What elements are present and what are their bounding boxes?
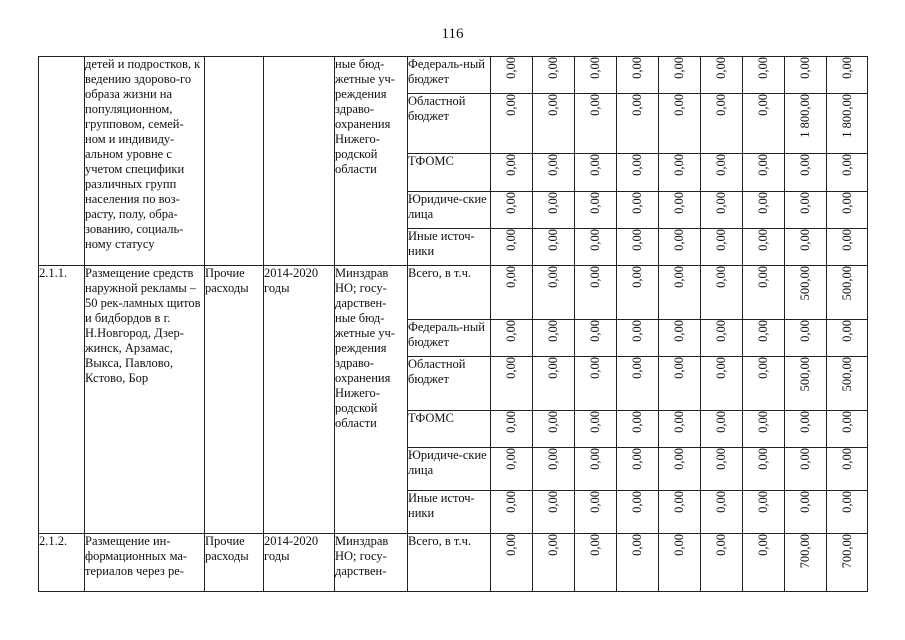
- amount-value: 0,00: [504, 192, 518, 214]
- amount-cell: [785, 534, 827, 592]
- measure-name-cell: Размещение ин-формационных ма-териалов через ре-: [85, 534, 205, 592]
- funding-source-cell: ТФОМС: [408, 154, 491, 192]
- amount-value: 0,00: [630, 266, 644, 288]
- amount-cell: [827, 411, 868, 448]
- amount-cell: [701, 534, 743, 592]
- amount-value: 0,00: [798, 229, 812, 251]
- amount-cell: [743, 192, 785, 229]
- amount-cell: [617, 229, 659, 266]
- amount-cell: [785, 57, 827, 94]
- amount-cell: [701, 491, 743, 534]
- amount-cell: [785, 229, 827, 266]
- amount-cell: [533, 154, 575, 192]
- amount-value: 0,00: [588, 448, 602, 470]
- amount-value: 0,00: [714, 357, 728, 379]
- funding-source-cell: Всего, в т.ч.: [408, 534, 491, 592]
- amount-value: 0,00: [588, 266, 602, 288]
- amount-value: 0,00: [504, 57, 518, 79]
- amount-value: 0,00: [839, 57, 854, 79]
- amount-cell: [617, 491, 659, 534]
- page-number: 116: [441, 26, 464, 42]
- amount-cell: [701, 411, 743, 448]
- funding-source-cell: Федераль-ный бюджет: [408, 57, 491, 94]
- amount-cell: [659, 94, 701, 154]
- amount-value: 0,00: [546, 266, 560, 288]
- amount-value: 0,00: [588, 411, 602, 433]
- funding-source-cell: Областной бюджет: [408, 94, 491, 154]
- amount-value: 500,00: [839, 266, 854, 301]
- funding-source-cell: Иные источ-ники: [408, 491, 491, 534]
- amount-value: 0,00: [672, 534, 686, 556]
- amount-value: 0,00: [504, 154, 518, 176]
- row-number-cell: 2.1.1.: [39, 266, 85, 534]
- amount-cell: [659, 192, 701, 229]
- amount-value: 0,00: [756, 320, 770, 342]
- amount-cell: [785, 192, 827, 229]
- amount-cell: [533, 448, 575, 491]
- amount-value: 0,00: [839, 448, 854, 470]
- amount-value: 0,00: [672, 320, 686, 342]
- amount-value: 0,00: [798, 491, 812, 513]
- amount-cell: [533, 57, 575, 94]
- amount-cell: [617, 411, 659, 448]
- amount-cell: [575, 266, 617, 320]
- amount-cell: [659, 320, 701, 357]
- amount-cell: [617, 448, 659, 491]
- amount-cell: [743, 411, 785, 448]
- amount-cell: [659, 491, 701, 534]
- amount-cell: [827, 266, 868, 320]
- amount-cell: [491, 357, 533, 411]
- amount-value: 0,00: [588, 534, 602, 556]
- amount-cell: [575, 357, 617, 411]
- amount-cell: [659, 357, 701, 411]
- funding-source-cell: Всего, в т.ч.: [408, 266, 491, 320]
- amount-cell: [785, 266, 827, 320]
- amount-cell: [659, 154, 701, 192]
- amount-cell: [575, 320, 617, 357]
- amount-value: 0,00: [588, 357, 602, 379]
- amount-value: 0,00: [714, 491, 728, 513]
- amount-cell: [533, 229, 575, 266]
- amount-value: 0,00: [630, 320, 644, 342]
- amount-cell: [743, 448, 785, 491]
- amount-value: 0,00: [672, 448, 686, 470]
- amount-value: 0,00: [714, 320, 728, 342]
- amount-value: 0,00: [588, 192, 602, 214]
- amount-cell: [701, 320, 743, 357]
- amount-cell: [785, 320, 827, 357]
- amount-value: 0,00: [630, 57, 644, 79]
- amount-cell: [827, 534, 868, 592]
- amount-value: 0,00: [798, 411, 812, 433]
- amount-cell: [533, 357, 575, 411]
- amount-cell: [533, 491, 575, 534]
- amount-value: 500,00: [798, 266, 812, 301]
- amount-cell: [617, 534, 659, 592]
- amount-value: 0,00: [672, 192, 686, 214]
- amount-cell: [533, 534, 575, 592]
- measure-name-cell: детей и подростков, к ведению здорово-го образа жизни на популяционном, групповом, семей-ном и индивиду-альном уровне с учетом специфики различных групп населения по воз-расту, полу, обра-зованию, социаль-ному статусу: [85, 57, 205, 266]
- amount-cell: [491, 229, 533, 266]
- amount-cell: [827, 94, 868, 154]
- amount-cell: [533, 192, 575, 229]
- amount-cell: [617, 192, 659, 229]
- amount-value: 0,00: [546, 411, 560, 433]
- amount-value: 0,00: [756, 57, 770, 79]
- amount-cell: [617, 320, 659, 357]
- amount-value: 0,00: [839, 411, 854, 433]
- amount-value: 0,00: [756, 411, 770, 433]
- amount-cell: [701, 154, 743, 192]
- amount-value: 0,00: [504, 320, 518, 342]
- amount-value: 0,00: [672, 266, 686, 288]
- amount-cell: [827, 229, 868, 266]
- amount-value: 0,00: [504, 266, 518, 288]
- amount-cell: [575, 57, 617, 94]
- amount-cell: [491, 534, 533, 592]
- amount-value: 500,00: [839, 357, 854, 392]
- amount-cell: [491, 266, 533, 320]
- amount-cell: [785, 411, 827, 448]
- amount-value: 0,00: [504, 448, 518, 470]
- amount-value: 0,00: [504, 94, 518, 116]
- amount-cell: [491, 411, 533, 448]
- amount-cell: [701, 192, 743, 229]
- expense-type-cell: [205, 57, 264, 266]
- amount-cell: [491, 320, 533, 357]
- executor-cell: ные бюд-жетные уч-реждения здраво-охранения Нижего-родской области: [335, 57, 408, 266]
- amount-cell: [491, 448, 533, 491]
- amount-value: 0,00: [714, 154, 728, 176]
- amount-value: 0,00: [630, 411, 644, 433]
- amount-cell: [743, 320, 785, 357]
- amount-value: 700,00: [798, 534, 812, 569]
- amount-cell: [701, 229, 743, 266]
- amount-value: 0,00: [630, 192, 644, 214]
- amount-cell: [533, 411, 575, 448]
- amount-value: 0,00: [630, 94, 644, 116]
- amount-value: 0,00: [798, 320, 812, 342]
- amount-value: 0,00: [672, 357, 686, 379]
- amount-value: 0,00: [546, 357, 560, 379]
- amount-value: 0,00: [546, 154, 560, 176]
- funding-source-cell: Юридиче-ские лица: [408, 448, 491, 491]
- amount-cell: [827, 491, 868, 534]
- amount-cell: [575, 229, 617, 266]
- amount-cell: [575, 154, 617, 192]
- amount-value: 0,00: [714, 411, 728, 433]
- amount-value: 0,00: [839, 320, 854, 342]
- amount-value: 1 800,00: [798, 94, 812, 138]
- amount-cell: [743, 154, 785, 192]
- amount-cell: [827, 320, 868, 357]
- amount-value: 0,00: [588, 154, 602, 176]
- amount-cell: [827, 192, 868, 229]
- amount-cell: [743, 57, 785, 94]
- amount-cell: [491, 94, 533, 154]
- amount-value: 0,00: [756, 192, 770, 214]
- amount-cell: [701, 266, 743, 320]
- amount-cell: [575, 448, 617, 491]
- amount-value: 0,00: [504, 534, 518, 556]
- amount-value: 0,00: [756, 154, 770, 176]
- amount-cell: [659, 57, 701, 94]
- funding-source-cell: Областной бюджет: [408, 357, 491, 411]
- amount-value: 0,00: [672, 57, 686, 79]
- amount-cell: [827, 448, 868, 491]
- amount-value: 0,00: [546, 448, 560, 470]
- amount-value: 0,00: [756, 266, 770, 288]
- table-row: [39, 57, 868, 94]
- amount-value: 0,00: [546, 192, 560, 214]
- amount-value: 0,00: [630, 448, 644, 470]
- amount-value: 0,00: [504, 357, 518, 379]
- amount-value: 0,00: [630, 229, 644, 251]
- row-number-cell: [39, 57, 85, 266]
- amount-cell: [785, 154, 827, 192]
- amount-cell: [575, 534, 617, 592]
- amount-value: 0,00: [588, 94, 602, 116]
- expense-type-cell: Прочие расходы: [205, 266, 264, 534]
- amount-value: 0,00: [714, 57, 728, 79]
- amount-value: 1 800,00: [839, 94, 854, 138]
- amount-value: 700,00: [839, 534, 854, 569]
- amount-cell: [575, 491, 617, 534]
- funding-source-cell: Юридиче-ские лица: [408, 192, 491, 229]
- amount-cell: [701, 448, 743, 491]
- executor-cell: Минздрав НО; госу-дарствен-: [335, 534, 408, 592]
- amount-value: 0,00: [756, 491, 770, 513]
- amount-value: 0,00: [546, 94, 560, 116]
- amount-value: 0,00: [588, 229, 602, 251]
- amount-value: 0,00: [546, 57, 560, 79]
- expense-type-cell: Прочие расходы: [205, 534, 264, 592]
- amount-value: 0,00: [714, 266, 728, 288]
- amount-value: 0,00: [714, 94, 728, 116]
- amount-cell: [617, 154, 659, 192]
- amount-cell: [743, 266, 785, 320]
- amount-value: 0,00: [798, 57, 812, 79]
- amount-cell: [575, 192, 617, 229]
- amount-value: 0,00: [839, 192, 854, 214]
- amount-value: 0,00: [714, 229, 728, 251]
- amount-cell: [491, 192, 533, 229]
- funding-source-cell: ТФОМС: [408, 411, 491, 448]
- period-cell: [264, 57, 335, 266]
- amount-value: 0,00: [839, 229, 854, 251]
- amount-cell: [743, 491, 785, 534]
- amount-cell: [785, 491, 827, 534]
- amount-value: 0,00: [672, 154, 686, 176]
- amount-cell: [827, 154, 868, 192]
- amount-value: 0,00: [546, 320, 560, 342]
- amount-value: 0,00: [714, 192, 728, 214]
- amount-value: 0,00: [798, 154, 812, 176]
- amount-cell: [701, 57, 743, 94]
- amount-cell: [743, 534, 785, 592]
- funding-source-cell: Федераль-ный бюджет: [408, 320, 491, 357]
- amount-cell: [533, 320, 575, 357]
- amount-cell: [575, 94, 617, 154]
- executor-cell: Минздрав НО; госу-дарствен-ные бюд-жетные уч-реждения здраво-охранения Нижего-родской области: [335, 266, 408, 534]
- row-number-cell: 2.1.2.: [39, 534, 85, 592]
- amount-cell: [659, 229, 701, 266]
- table-row: [39, 266, 868, 320]
- amount-cell: [659, 448, 701, 491]
- budget-table: [38, 56, 868, 592]
- amount-cell: [659, 534, 701, 592]
- amount-cell: [701, 94, 743, 154]
- amount-cell: [491, 154, 533, 192]
- period-cell: 2014-2020 годы: [264, 534, 335, 592]
- amount-cell: [617, 357, 659, 411]
- amount-cell: [533, 266, 575, 320]
- amount-value: 0,00: [546, 534, 560, 556]
- amount-cell: [743, 229, 785, 266]
- amount-value: 0,00: [630, 154, 644, 176]
- amount-value: 0,00: [839, 491, 854, 513]
- amount-value: 0,00: [630, 534, 644, 556]
- amount-cell: [617, 57, 659, 94]
- amount-cell: [491, 491, 533, 534]
- period-cell: 2014-2020 годы: [264, 266, 335, 534]
- amount-value: 0,00: [756, 448, 770, 470]
- amount-value: 0,00: [839, 154, 854, 176]
- amount-cell: [743, 94, 785, 154]
- amount-value: 0,00: [630, 491, 644, 513]
- amount-value: 0,00: [504, 411, 518, 433]
- amount-cell: [659, 411, 701, 448]
- amount-cell: [533, 94, 575, 154]
- amount-value: 0,00: [672, 229, 686, 251]
- amount-value: 0,00: [798, 448, 812, 470]
- amount-value: 0,00: [756, 94, 770, 116]
- amount-value: 0,00: [672, 94, 686, 116]
- amount-value: 0,00: [756, 357, 770, 379]
- amount-value: 0,00: [672, 491, 686, 513]
- amount-cell: [617, 266, 659, 320]
- amount-value: 0,00: [504, 491, 518, 513]
- amount-cell: [827, 57, 868, 94]
- amount-cell: [659, 266, 701, 320]
- amount-cell: [743, 357, 785, 411]
- measure-name-cell: Размещение средств наружной рекламы – 50 рек-ламных щитов и бидбордов в г. Н.Новгород, Дзер-жинск, Арзамас, Выкса, Павлово, Кстово, Бор: [85, 266, 205, 534]
- amount-value: 0,00: [756, 229, 770, 251]
- amount-value: 0,00: [756, 534, 770, 556]
- amount-value: 0,00: [588, 491, 602, 513]
- amount-cell: [785, 357, 827, 411]
- amount-cell: [785, 448, 827, 491]
- amount-value: 500,00: [798, 357, 812, 392]
- amount-value: 0,00: [672, 411, 686, 433]
- amount-value: 0,00: [546, 491, 560, 513]
- amount-value: 0,00: [630, 357, 644, 379]
- amount-value: 0,00: [798, 192, 812, 214]
- table-row: [39, 534, 868, 592]
- amount-value: 0,00: [714, 534, 728, 556]
- amount-cell: [701, 357, 743, 411]
- amount-cell: [617, 94, 659, 154]
- amount-value: 0,00: [588, 57, 602, 79]
- amount-value: 0,00: [504, 229, 518, 251]
- amount-value: 0,00: [546, 229, 560, 251]
- amount-cell: [827, 357, 868, 411]
- amount-cell: [785, 94, 827, 154]
- amount-cell: [491, 57, 533, 94]
- funding-source-cell: Иные источ-ники: [408, 229, 491, 266]
- amount-value: 0,00: [588, 320, 602, 342]
- amount-cell: [575, 411, 617, 448]
- amount-value: 0,00: [714, 448, 728, 470]
